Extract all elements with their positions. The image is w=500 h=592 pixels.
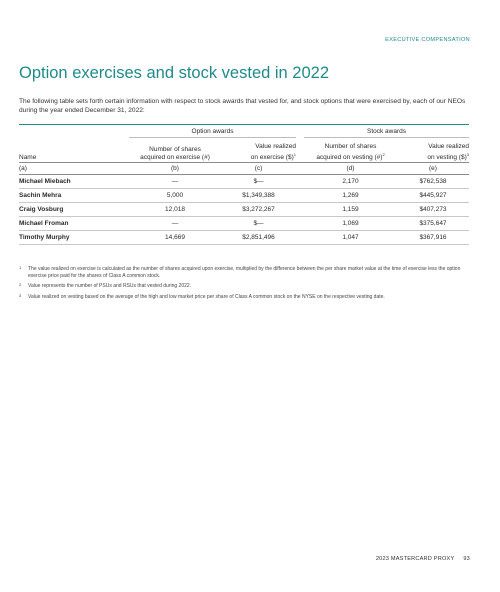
shares-on-exercise: 12,018: [129, 203, 221, 217]
footnote-ref: 3: [466, 152, 469, 157]
footnote-number: 1: [19, 265, 22, 270]
column-header-name: Name: [19, 154, 37, 161]
group-header-option-awards: Option awards: [129, 125, 296, 138]
shares-on-exercise: —: [129, 175, 221, 189]
intro-paragraph: The following table sets forth certain information with respect to stock awards that vested for, and stock options that were exercised by, each of our NEOs during the year ended December 31, 2022:: [19, 98, 466, 114]
table-row: [19, 217, 469, 231]
column-letter: (c): [221, 163, 296, 175]
neo-name: Timothy Murphy: [19, 231, 129, 245]
footnotes: [19, 266, 474, 304]
column-header-row: [19, 138, 469, 163]
shares-on-vesting: 1,269: [304, 189, 397, 203]
table-row: [19, 189, 469, 203]
shares-on-vesting: 1,047: [304, 231, 397, 245]
footnote-text: Value realized on vesting based on the average of the high and low market price per share of Class A common stock on the NYSE on the respective vesting date.: [28, 293, 385, 300]
footnote-text: The value realized on exercise is calculated as the number of shares acquired upon exercise, multiplied by the difference between the per share market value at the time of exercise less the option exercise price paid for the shares of Class A common stock.: [28, 266, 461, 280]
footnote: [19, 266, 474, 280]
value-on-exercise: $3,272,267: [221, 203, 296, 217]
page-number: 93: [463, 556, 470, 562]
column-letter: (e): [397, 163, 469, 175]
value-on-vesting: $375,647: [397, 217, 469, 231]
footnote-number: 3: [19, 292, 22, 298]
neo-name: Sachin Mehra: [19, 189, 129, 203]
footnote-ref: 2: [382, 152, 385, 157]
value-on-exercise: $1,349,388: [221, 189, 296, 203]
table-row: [19, 231, 469, 245]
column-header-value-on-vesting: Value realized on vesting ($)$^3$: [427, 143, 469, 161]
group-header-stock-awards: Stock awards: [304, 125, 469, 138]
value-on-vesting: $762,538: [397, 175, 469, 189]
footnote: [19, 294, 474, 301]
shares-on-vesting: 2,170: [304, 175, 397, 189]
table-row: [19, 203, 469, 217]
column-header-shares-on-exercise: Number of shares acquired on exercise (#): [140, 146, 210, 161]
page-title: Option exercises and stock vested in 2022: [19, 64, 330, 82]
column-letter: (a): [19, 163, 129, 175]
column-header-value-on-exercise: Value realized on exercise ($)$^1$: [250, 143, 296, 161]
footnote-number: 2: [19, 282, 22, 288]
column-letter: (d): [304, 163, 397, 175]
footnote-text: Value represents the number of PSUs and RSUs that vested during 2022.: [28, 283, 192, 290]
value-on-exercise: $2,851,496: [221, 231, 296, 245]
column-group-row: [19, 125, 469, 138]
table-row: [19, 175, 469, 189]
value-on-exercise: $—: [221, 217, 296, 231]
footnote: [19, 283, 474, 290]
neo-name: Craig Vosburg: [19, 203, 129, 217]
column-header-shares-on-vesting: Number of shares acquired on vesting (#)$^2$: [316, 143, 385, 161]
footer-doc-label: 2023 MASTERCARD PROXY: [375, 556, 455, 562]
column-letter: (b): [129, 163, 221, 175]
column-letter-row: [19, 163, 469, 175]
page-footer: [376, 556, 470, 562]
shares-on-vesting: 1,159: [304, 203, 397, 217]
value-on-vesting: $367,916: [397, 231, 469, 245]
shares-on-exercise: —: [129, 217, 221, 231]
footnote-ref: 1: [293, 152, 296, 157]
value-on-vesting: $407,273: [397, 203, 469, 217]
shares-on-exercise: 5,000: [129, 189, 221, 203]
neo-name: Michael Froman: [19, 217, 129, 231]
shares-on-vesting: 1,069: [304, 217, 397, 231]
shares-on-exercise: 14,669: [129, 231, 221, 245]
neo-name: Michael Miebach: [19, 175, 129, 189]
value-on-vesting: $445,927: [397, 189, 469, 203]
option-exercises-table: [19, 124, 469, 245]
section-label: EXECUTIVE COMPENSATION: [385, 37, 470, 43]
value-on-exercise: $—: [221, 175, 296, 189]
